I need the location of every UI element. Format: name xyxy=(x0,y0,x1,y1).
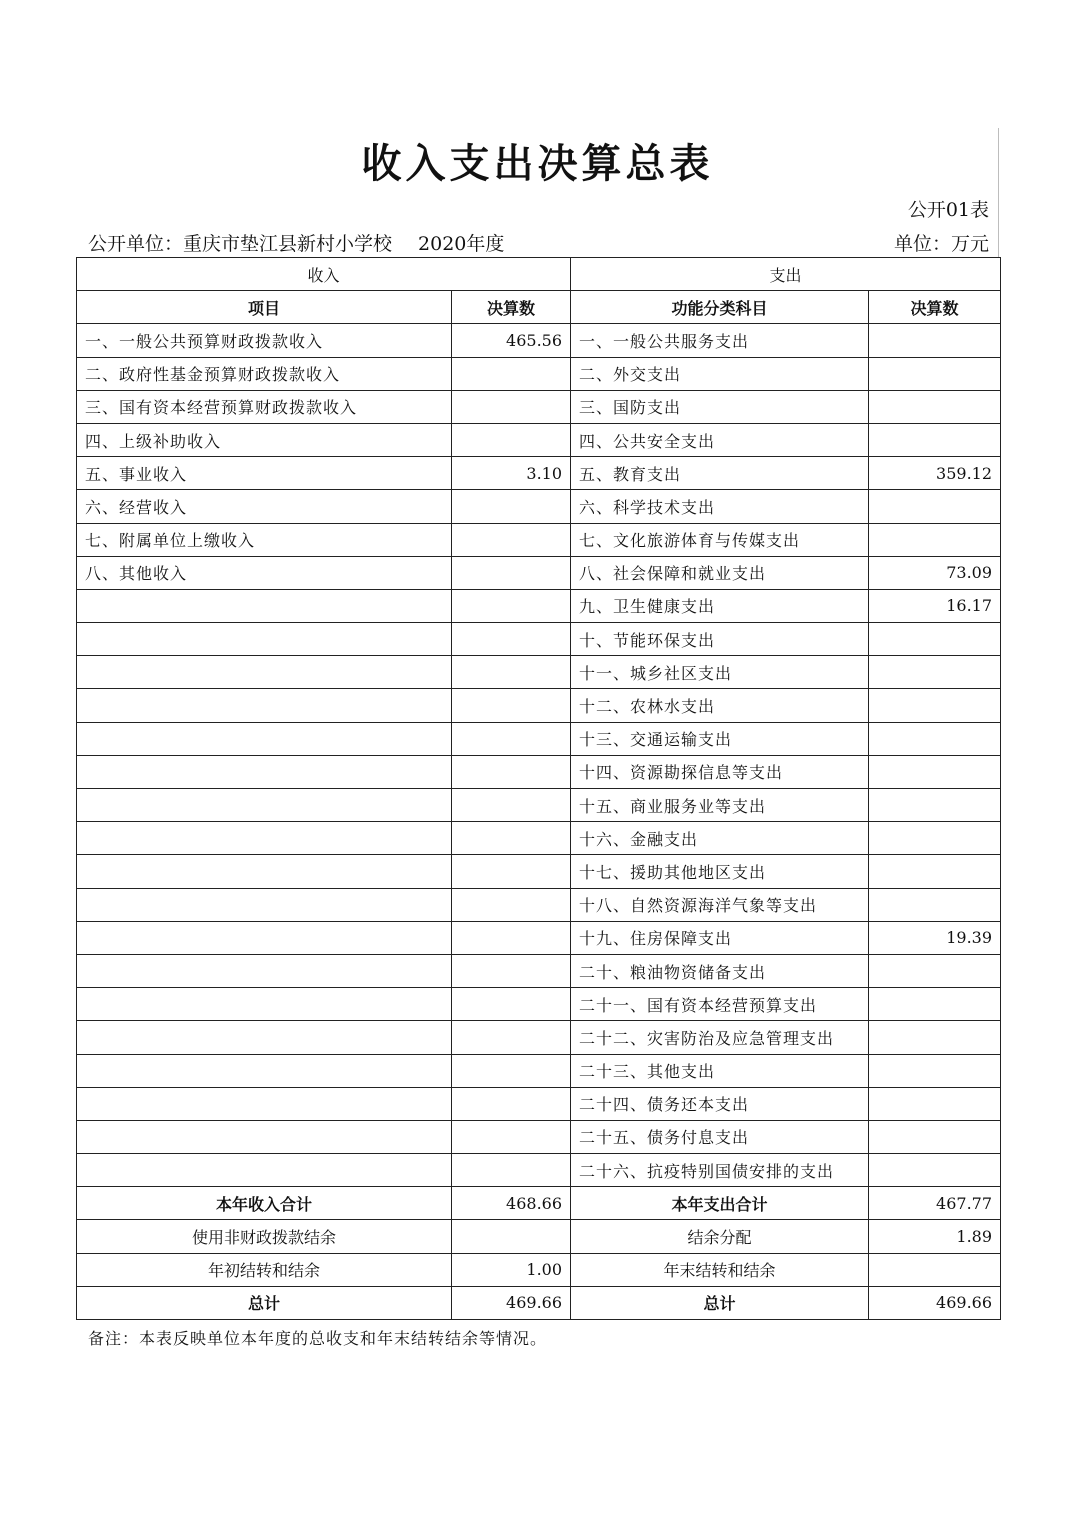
expense-amount xyxy=(869,357,1001,390)
income-item xyxy=(77,623,452,656)
income-item xyxy=(77,1154,452,1187)
table-row xyxy=(77,689,1001,722)
summary-income-amount: 1.00 xyxy=(452,1253,571,1286)
income-item xyxy=(77,1087,452,1120)
income-item xyxy=(77,888,452,921)
col-header-function: 功能分类科目 xyxy=(571,291,869,324)
expense-amount xyxy=(869,822,1001,855)
expense-amount: 73.09 xyxy=(869,556,1001,589)
expense-item: 二十五、债务付息支出 xyxy=(571,1120,869,1153)
expense-item: 十二、农林水支出 xyxy=(571,689,869,722)
expense-amount xyxy=(869,988,1001,1021)
expense-amount xyxy=(869,1154,1001,1187)
expense-item: 十四、资源勘探信息等支出 xyxy=(571,755,869,788)
expense-item: 九、卫生健康支出 xyxy=(571,589,869,622)
table-row xyxy=(77,954,1001,987)
income-item xyxy=(77,954,452,987)
table-row xyxy=(77,589,1001,622)
income-amount xyxy=(452,689,571,722)
expense-item: 六、科学技术支出 xyxy=(571,490,869,523)
section-expense-header: 支出 xyxy=(571,258,1001,291)
income-item xyxy=(77,988,452,1021)
expense-item: 八、社会保障和就业支出 xyxy=(571,556,869,589)
income-item xyxy=(77,855,452,888)
expense-item: 十、节能环保支出 xyxy=(571,623,869,656)
expense-item: 十九、住房保障支出 xyxy=(571,921,869,954)
income-amount xyxy=(452,523,571,556)
income-amount xyxy=(452,1120,571,1153)
summary-income-amount: 469.66 xyxy=(452,1286,571,1319)
summary-income-label: 总计 xyxy=(77,1286,452,1319)
expense-amount xyxy=(869,689,1001,722)
income-amount xyxy=(452,1154,571,1187)
income-item: 七、附属单位上缴收入 xyxy=(77,523,452,556)
summary-income-label: 年初结转和结余 xyxy=(77,1253,452,1286)
income-amount xyxy=(452,589,571,622)
income-item xyxy=(77,1054,452,1087)
income-item: 四、上级补助收入 xyxy=(77,423,452,456)
income-amount xyxy=(452,623,571,656)
summary-expense-amount: 469.66 xyxy=(869,1286,1001,1319)
table-row xyxy=(77,390,1001,423)
income-amount xyxy=(452,855,571,888)
table-row xyxy=(77,1087,1001,1120)
expense-item: 二十四、债务还本支出 xyxy=(571,1087,869,1120)
table-row xyxy=(77,1154,1001,1187)
expense-item: 七、文化旅游体育与传媒支出 xyxy=(571,523,869,556)
form-number: 公开01表 xyxy=(907,199,989,221)
expense-amount xyxy=(869,888,1001,921)
expense-amount: 359.12 xyxy=(869,457,1001,490)
expense-amount xyxy=(869,755,1001,788)
expense-item: 十五、商业服务业等支出 xyxy=(571,789,869,822)
expense-amount xyxy=(869,656,1001,689)
expense-amount xyxy=(869,954,1001,987)
table-row xyxy=(77,1120,1001,1153)
income-amount: 465.56 xyxy=(452,324,571,357)
income-amount xyxy=(452,357,571,390)
table-row xyxy=(77,357,1001,390)
expense-item: 十八、自然资源海洋气象等支出 xyxy=(571,888,869,921)
expense-amount xyxy=(869,490,1001,523)
income-item: 五、事业收入 xyxy=(77,457,452,490)
income-item xyxy=(77,921,452,954)
income-item: 一、一般公共预算财政拨款收入 xyxy=(77,324,452,357)
expense-item: 三、国防支出 xyxy=(571,390,869,423)
income-item xyxy=(77,755,452,788)
expense-amount xyxy=(869,789,1001,822)
summary-expense-amount: 467.77 xyxy=(869,1187,1001,1220)
expense-amount xyxy=(869,1120,1001,1153)
summary-expense-label: 年末结转和结余 xyxy=(571,1253,869,1286)
section-header-row xyxy=(77,258,1001,291)
income-item xyxy=(77,1120,452,1153)
income-amount: 3.10 xyxy=(452,457,571,490)
income-item: 二、政府性基金预算财政拨款收入 xyxy=(77,357,452,390)
income-amount xyxy=(452,755,571,788)
income-expense-table xyxy=(76,257,1001,1320)
expense-amount xyxy=(869,623,1001,656)
table-row xyxy=(77,921,1001,954)
page-title: 收入支出决算总表 xyxy=(361,140,714,187)
summary-expense-label: 结余分配 xyxy=(571,1220,869,1253)
col-header-item: 项目 xyxy=(77,291,452,324)
summary-income-label: 本年收入合计 xyxy=(77,1187,452,1220)
summary-expense-amount: 1.89 xyxy=(869,1220,1001,1253)
income-item xyxy=(77,789,452,822)
table-row xyxy=(77,490,1001,523)
income-item: 三、国有资本经营预算财政拨款收入 xyxy=(77,390,452,423)
currency-unit: 单位：万元 xyxy=(893,233,989,255)
summary-expense-label: 总计 xyxy=(571,1286,869,1319)
expense-amount xyxy=(869,722,1001,755)
income-amount xyxy=(452,556,571,589)
income-item xyxy=(77,822,452,855)
income-amount xyxy=(452,656,571,689)
expense-item: 一、一般公共服务支出 xyxy=(571,324,869,357)
table-row xyxy=(77,1054,1001,1087)
table-row xyxy=(77,855,1001,888)
expense-amount xyxy=(869,423,1001,456)
expense-item: 二十三、其他支出 xyxy=(571,1054,869,1087)
summary-row xyxy=(77,1187,1001,1220)
expense-item: 十一、城乡社区支出 xyxy=(571,656,869,689)
income-item xyxy=(77,589,452,622)
summary-row xyxy=(77,1286,1001,1319)
expense-item: 二十二、灾害防治及应急管理支出 xyxy=(571,1021,869,1054)
table-row xyxy=(77,423,1001,456)
table-row xyxy=(77,988,1001,1021)
income-amount xyxy=(452,423,571,456)
expense-item: 四、公共安全支出 xyxy=(571,423,869,456)
income-item xyxy=(77,656,452,689)
income-item xyxy=(77,1021,452,1054)
expense-amount: 19.39 xyxy=(869,921,1001,954)
reporting-unit: 公开单位：重庆市垫江县新村小学校 xyxy=(88,233,393,255)
summary-row xyxy=(77,1220,1001,1253)
expense-item: 十三、交通运输支出 xyxy=(571,722,869,755)
table-row xyxy=(77,888,1001,921)
income-amount xyxy=(452,490,571,523)
table-row xyxy=(77,755,1001,788)
income-amount xyxy=(452,988,571,1021)
income-amount xyxy=(452,722,571,755)
table-row xyxy=(77,457,1001,490)
expense-item: 二十六、抗疫特别国债安排的支出 xyxy=(571,1154,869,1187)
summary-row xyxy=(77,1253,1001,1286)
expense-amount xyxy=(869,324,1001,357)
income-item xyxy=(77,689,452,722)
income-amount xyxy=(452,822,571,855)
col-header-income-amount: 决算数 xyxy=(452,291,571,324)
income-item: 六、经营收入 xyxy=(77,490,452,523)
income-amount xyxy=(452,1087,571,1120)
expense-amount xyxy=(869,1021,1001,1054)
income-amount xyxy=(452,1021,571,1054)
expense-item: 十七、援助其他地区支出 xyxy=(571,855,869,888)
table-row xyxy=(77,1021,1001,1054)
table-row xyxy=(77,523,1001,556)
income-amount xyxy=(452,789,571,822)
income-amount xyxy=(452,888,571,921)
expense-amount xyxy=(869,523,1001,556)
expense-item: 二十一、国有资本经营预算支出 xyxy=(571,988,869,1021)
column-header-row xyxy=(77,291,1001,324)
income-item xyxy=(77,722,452,755)
expense-item: 五、教育支出 xyxy=(571,457,869,490)
col-header-expense-amount: 决算数 xyxy=(869,291,1001,324)
table-row xyxy=(77,623,1001,656)
summary-income-label: 使用非财政拨款结余 xyxy=(77,1220,452,1253)
summary-income-amount: 468.66 xyxy=(452,1187,571,1220)
fiscal-year: 2020年度 xyxy=(418,233,505,255)
table-row xyxy=(77,722,1001,755)
table-row xyxy=(77,556,1001,589)
income-amount xyxy=(452,1054,571,1087)
section-income-header: 收入 xyxy=(77,258,571,291)
expense-item: 二十、粮油物资储备支出 xyxy=(571,954,869,987)
expense-amount xyxy=(869,390,1001,423)
reporting-unit-line xyxy=(88,229,504,256)
footnote: 备注：本表反映单位本年度的总收支和年末结转结余等情况。 xyxy=(88,1329,548,1348)
summary-expense-label: 本年支出合计 xyxy=(571,1187,869,1220)
expense-amount xyxy=(869,855,1001,888)
expense-amount xyxy=(869,1054,1001,1087)
table-row xyxy=(77,789,1001,822)
table-row xyxy=(77,656,1001,689)
expense-item: 二、外交支出 xyxy=(571,357,869,390)
summary-income-amount xyxy=(452,1220,571,1253)
expense-item: 十六、金融支出 xyxy=(571,822,869,855)
income-item: 八、其他收入 xyxy=(77,556,452,589)
income-amount xyxy=(452,921,571,954)
summary-expense-amount xyxy=(869,1253,1001,1286)
table-row xyxy=(77,324,1001,357)
table-row xyxy=(77,822,1001,855)
income-amount xyxy=(452,954,571,987)
income-amount xyxy=(452,390,571,423)
expense-amount: 16.17 xyxy=(869,589,1001,622)
expense-amount xyxy=(869,1087,1001,1120)
